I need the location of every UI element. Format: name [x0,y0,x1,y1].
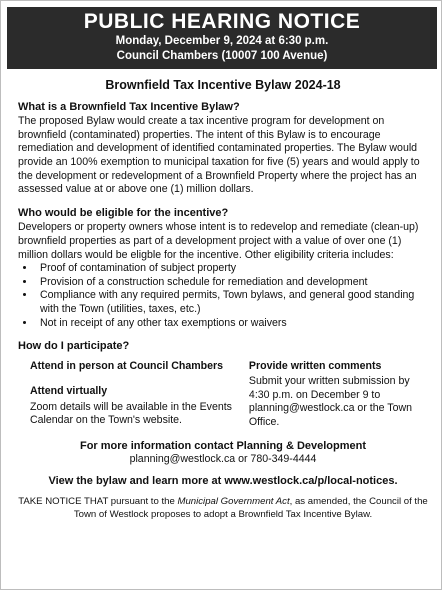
section-what-heading: What is a Brownfield Tax Incentive Bylaw? [18,100,240,113]
eligibility-list [18,262,428,330]
section-who [18,207,428,330]
eligibility-item: • Not in receipt of any other tax exemptions or waivers [36,317,428,331]
notice-title: PUBLIC HEARING NOTICE [83,10,361,33]
in-person-heading: Attend in person at Council Chambers [30,359,224,372]
participate-right [239,360,428,430]
virtual-body: Zoom details will be available in the Events Calendar on the Town's website. [30,400,232,427]
header-banner [7,7,437,69]
eligibility-item: • Compliance with any required permits, Town bylaws, and general good standing with the Town (utilities, taxes, etc.) [36,289,428,316]
section-what [18,101,428,197]
notice-content [18,75,428,521]
section-participate [18,340,428,430]
hearing-location: Council Chambers (10007 100 Avenue) [116,50,328,62]
contact-heading: For more information contact Planning & Development [79,439,367,452]
section-who-body: Developers or property owners whose intent is to redevelop and remediate (clean-up) brownfield properties as part of a development project with a value of over one (1) million dollars would be eligble for the incentive. Other eligibility criteria includes: [18,221,419,261]
section-what-body: The proposed Bylaw would create a tax incentive program for development on brownfield (contaminated) properties. The intent of this Bylaw is to encourage remediation and development of identified contaminated properties. The Bylaw would provide an 100% exemption to municipal taxation for five (5) years and would apply to the development or redevelopment of a Brownfield Property where the project has an assessed value at or above one (1) million dollars. [18,115,420,196]
contact-line: planning@westlock.ca or 780-349-4444 [129,453,317,466]
eligibility-item: • Proof of contamination of subject property [36,262,428,276]
section-participate-heading: How do I participate? [18,340,130,353]
eligibility-item: • Provision of a construction schedule for remediation and development [36,276,428,290]
notice-prefix: TAKE NOTICE THAT pursuant to the [18,496,178,508]
bylaw-title: Brownfield Tax Incentive Bylaw 2024-18 [105,78,341,92]
view-bylaw-line: View the bylaw and learn more at www.westlock.ca/p/local-notices. [48,474,398,487]
written-heading: Provide written comments [248,359,382,372]
hearing-date: Monday, December 9, 2024 at 6:30 p.m. [115,35,329,47]
participate-options [18,360,428,430]
section-who-heading: Who would be eligible for the incentive? [18,206,229,219]
virtual-heading: Attend virtually [30,385,108,398]
notice-act: Municipal Government Act [177,496,290,508]
notice-suffix: , as amended, the Council of the Town of Westlock proposes to adopt a Brownfield Tax Incentive Bylaw. [73,496,428,520]
written-body: Submit your written submission by 4:30 p.m. on December 9 to planning@westlock.ca or the Town Office. [248,375,413,429]
contact-block [18,440,428,467]
participate-left [18,360,239,430]
legal-notice [18,496,428,521]
